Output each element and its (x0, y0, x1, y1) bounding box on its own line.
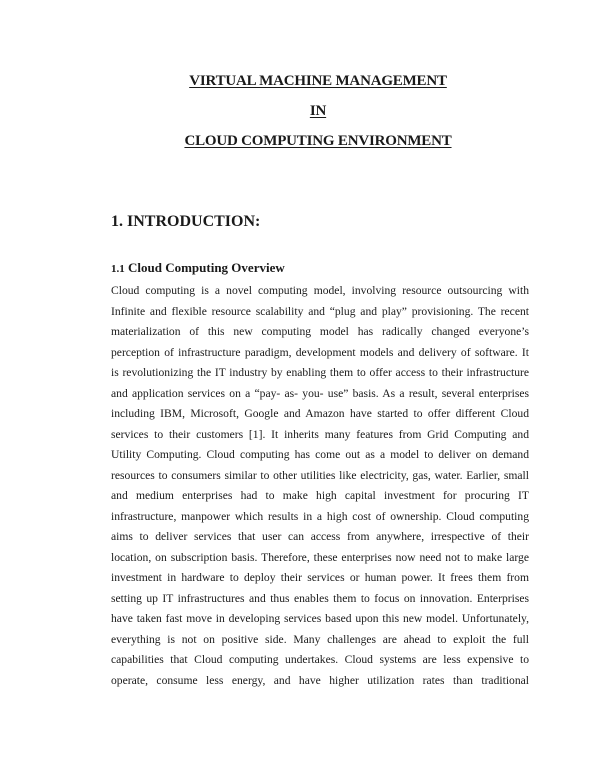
title-line-2: IN (309, 103, 327, 119)
paragraph-line: Infinite and flexible resource scalability and “plug and play” provisioning. The recent (111, 304, 529, 318)
body-paragraph (111, 281, 529, 691)
title-line-1: VIRTUAL MACHINE MANAGEMENT (189, 73, 447, 89)
paragraph-line: operate, consume less energy, and have higher utilization rates than traditional (111, 673, 529, 687)
paragraph-line: location, on subscription basis. Therefore, these enterprises now need not to make large (111, 550, 529, 564)
paragraph-line: services to their customers [1]. It inherits many features from Grid Computing and (111, 427, 529, 441)
paragraph-line: infrastructure, manpower which results in a high cost of ownership. Cloud computing (111, 509, 529, 523)
paragraph-line: is revolutionizing the IT industry by enabling them to offer access to their infrastructure (111, 366, 529, 379)
subsection-title: Cloud Computing Overview (128, 260, 285, 275)
title-line-3: CLOUD COMPUTING ENVIRONMENT (184, 133, 452, 149)
paragraph-line: perception of infrastructure paradigm, development models and delivery of software. It (111, 345, 529, 359)
paragraph-line: materialization of this new computing model has radically changed everyone’s (111, 325, 529, 338)
paragraph-line: and medium enterprises had to make high capital investment for procuring IT (111, 489, 529, 502)
subsection-number: 1.1 (111, 263, 125, 275)
subsection-heading (111, 260, 285, 276)
paragraph-line: have taken fast move in developing services based upon this new model. Unfortunately, (111, 612, 529, 625)
paragraph-line: Utility Computing. Cloud computing has come out as a model to deliver on demand (111, 448, 529, 461)
paragraph-line: Cloud computing is a novel computing model, involving resource outsourcing with (111, 284, 529, 297)
paragraph-line: and application services on a “pay- as- you- use” basis. As a result, several enterprises (111, 386, 529, 400)
paragraph-line: including IBM, Microsoft, Google and Amazon have started to offer different Cloud (111, 407, 529, 420)
paragraph-line: setting up IT infrastructures and thus enables them to focus on innovation. Enterprises (111, 591, 529, 605)
section-heading: 1. INTRODUCTION: (111, 213, 261, 230)
paragraph-line: resources to consumers similar to other utilities like electricity, gas, water. Earlier, small (111, 468, 529, 482)
paragraph-line: aims to deliver services that user can access from anywhere, irrespective of their (111, 530, 529, 543)
paragraph-line: capabilities that Cloud computing undertakes. Cloud systems are less expensive to (111, 653, 529, 666)
paragraph-line: investment in hardware to deploy their services or human power. It frees them from (111, 571, 529, 584)
paragraph-line: everything is not on positive side. Many challenges are ahead to exploit the full (111, 632, 529, 646)
